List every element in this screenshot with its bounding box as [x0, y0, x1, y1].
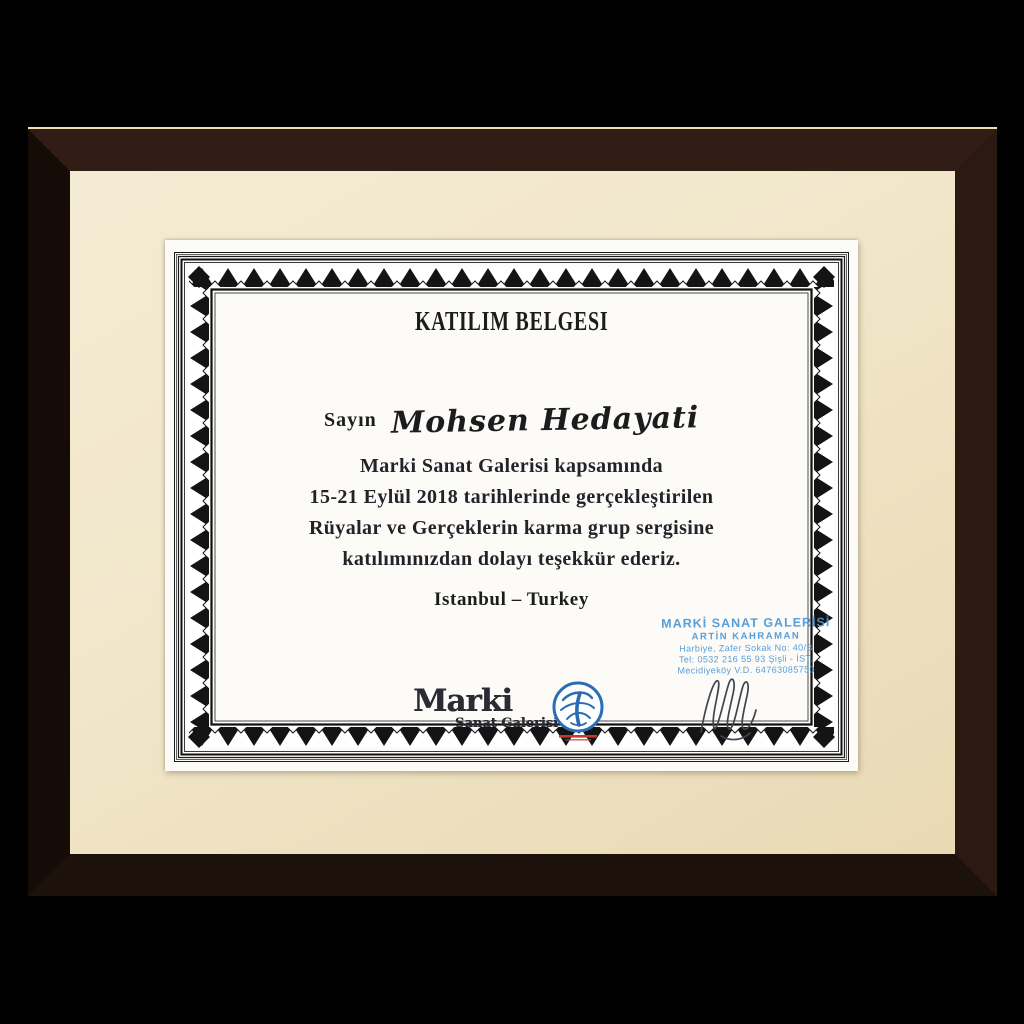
certificate-paper [165, 240, 858, 771]
body-line: Marki Sanat Galerisi kapsamında [360, 455, 663, 477]
recipient-name: Mohsen Hedayati [390, 400, 700, 441]
location-text: Istanbul – Turkey [434, 589, 589, 610]
body-line: 15-21 Eylül 2018 tarihlerinde gerçekleştirilen [309, 486, 714, 508]
signature-mark [693, 670, 771, 746]
stamp-line: Tel: 0532 216 55 93 Şişli - İST. [678, 653, 814, 665]
marki-logo [413, 683, 563, 731]
body-line: Rüyalar ve Gerçeklerin karma grup sergisine [308, 517, 715, 539]
salutation-label: Sayın [323, 409, 377, 431]
certificate-title: KATILIM BELGESI [414, 306, 609, 336]
gallery-emblem-icon [547, 678, 609, 744]
marki-logo-name: Marki [413, 683, 512, 719]
frame-mat [70, 171, 955, 854]
stamp-line: ARTİN KAHRAMAN [691, 630, 801, 643]
marki-logo-subtitle: Sanat Galerisi [455, 716, 558, 731]
stamp-line: Harbiye, Zafer Sokak No: 40/B [679, 642, 813, 654]
recipient-row [165, 400, 858, 441]
framed-certificate-photo [28, 127, 997, 896]
gallery-stamp [651, 615, 842, 677]
body-line: katılımınızdan dolayı teşekkür ederiz. [342, 548, 681, 570]
stamp-line: MARKİ SANAT GALERİSİ [661, 615, 831, 631]
stamp-line: Mecidiyeköy V.D. 64763085750 [677, 664, 815, 676]
picture-frame [28, 129, 997, 896]
